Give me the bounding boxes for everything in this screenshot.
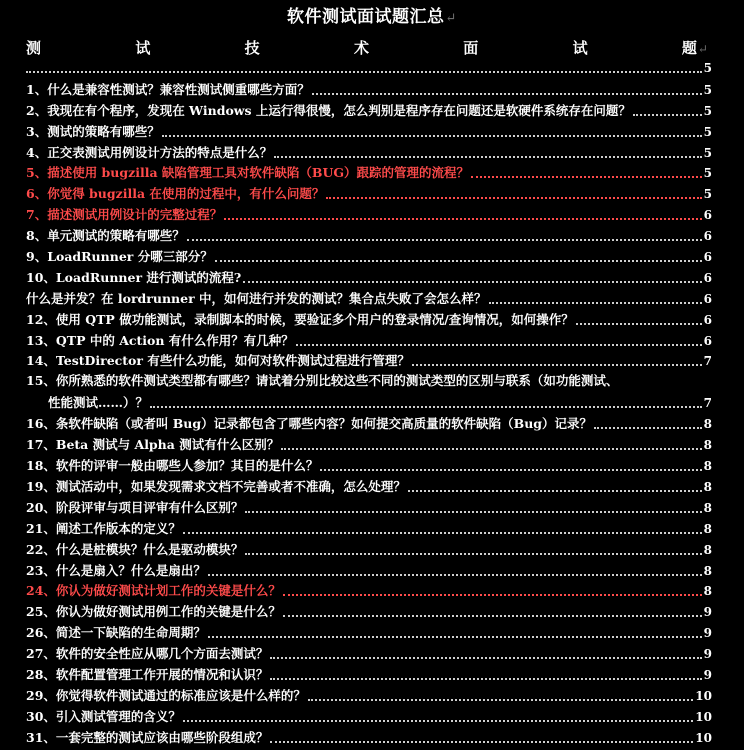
toc-entry-text: 12、使用 QTP 做功能测试，录制脚本的时候，要验证多个用户的登录情况/查询情况，如何操作？ bbox=[26, 311, 574, 327]
toc-entry-text: 25、你认为做好测试用例工作的关键是什么？ bbox=[26, 604, 281, 620]
toc-entry-text: 28、软件配置管理工作开展的情况和认识？ bbox=[26, 667, 269, 683]
leader-dots bbox=[270, 678, 701, 680]
toc-entry[interactable] bbox=[26, 685, 712, 706]
toc-entry-page: 6 bbox=[703, 250, 712, 265]
paragraph-mark-icon: ↵ bbox=[697, 42, 708, 56]
toc-entry-page: 5 bbox=[703, 82, 712, 97]
leader-dots bbox=[320, 469, 701, 471]
toc-entry-text: 20、阶段评审与项目评审有什么区别？ bbox=[26, 499, 244, 515]
toc-entry[interactable] bbox=[26, 560, 712, 581]
toc-entry-page: 9 bbox=[703, 668, 712, 683]
toc-entry-page: 5 bbox=[703, 166, 712, 181]
toc-entry[interactable] bbox=[26, 288, 712, 309]
toc-entry-text: 30、引入测试管理的含义？ bbox=[26, 708, 181, 724]
toc-entry[interactable] bbox=[26, 727, 712, 748]
toc-entry-page: 8 bbox=[703, 584, 712, 599]
leader-dots bbox=[281, 448, 701, 450]
document-title-text: 软件测试面试题汇总 bbox=[287, 7, 445, 27]
leader-dots bbox=[274, 156, 701, 158]
toc-entry-page: 8 bbox=[703, 459, 712, 474]
toc-entry[interactable] bbox=[26, 581, 712, 602]
toc-entry-text: 1、什么是兼容性测试？兼容性测试侧重哪些方面？ bbox=[26, 81, 310, 97]
paragraph-mark-icon: ↵ bbox=[445, 11, 457, 26]
leader-dots bbox=[183, 532, 702, 534]
toc-entry[interactable] bbox=[26, 643, 712, 664]
leader-dots bbox=[270, 741, 693, 743]
toc-entry-text: 16、条软件缺陷（或者叫 Bug）记录都包含了哪些内容？如何提交高质量的软件缺陷（Bug）记录？ bbox=[26, 416, 593, 432]
toc-entry-text: 8、单元测试的策略有哪些？ bbox=[26, 228, 185, 244]
leader-dots bbox=[26, 71, 702, 73]
toc-entry-page: 8 bbox=[703, 521, 712, 536]
toc-heading-char: 面 bbox=[463, 39, 479, 57]
toc-entry-text: 21、阐述工作版本的定义？ bbox=[26, 520, 181, 536]
toc-entry-page: 6 bbox=[703, 229, 712, 244]
toc-entry[interactable] bbox=[26, 330, 712, 351]
leader-dots bbox=[283, 594, 702, 596]
toc-entry-text: 22、什么是桩模块？什么是驱动模块？ bbox=[26, 541, 244, 557]
toc-entry-text: 29、你觉得软件测试通过的标准应该是什么样的？ bbox=[26, 687, 306, 703]
toc-heading-char: 试 bbox=[572, 39, 588, 57]
toc-entry[interactable] bbox=[26, 476, 712, 497]
leader-dots bbox=[243, 281, 701, 283]
leader-dots bbox=[412, 364, 702, 366]
toc-entry[interactable] bbox=[26, 183, 712, 204]
toc-entry-page: 8 bbox=[703, 438, 712, 453]
toc-entry-text: 14、TestDirector 有些什么功能，如何对软件测试过程进行管理？ bbox=[26, 353, 410, 369]
toc-entry-text: 5、描述使用 bugzilla 缺陷管理工具对软件缺陷（BUG）跟踪的管理的流程？ bbox=[26, 165, 470, 181]
toc-entry[interactable] bbox=[26, 455, 712, 476]
toc-list bbox=[26, 79, 712, 748]
toc-entry-text: 19、测试活动中，如果发现需求文档不完善或者不准确，怎么处理？ bbox=[26, 479, 406, 495]
toc-heading-page: 5 bbox=[703, 61, 712, 75]
toc-entry-page: 6 bbox=[703, 270, 712, 285]
leader-dots bbox=[308, 699, 693, 701]
leader-dots bbox=[187, 239, 702, 241]
toc-entry[interactable] bbox=[26, 601, 712, 622]
toc-entry-text: 3、测试的策略有哪些？ bbox=[26, 123, 160, 139]
toc-entry[interactable] bbox=[26, 351, 712, 372]
toc-entry[interactable] bbox=[26, 79, 712, 100]
leader-dots bbox=[270, 657, 701, 659]
leader-dots bbox=[150, 406, 702, 408]
toc-entry-text: 6、你觉得 bugzilla 在使用的过程中，有什么问题？ bbox=[26, 186, 325, 202]
toc-entry[interactable] bbox=[26, 413, 712, 434]
toc-entry[interactable] bbox=[26, 434, 712, 455]
toc-entry-page: 8 bbox=[703, 500, 712, 515]
toc-entry[interactable] bbox=[26, 163, 712, 184]
leader-dots bbox=[489, 302, 702, 304]
toc-entry-page: 5 bbox=[703, 187, 712, 202]
toc-entry-text: 10、LoadRunner 进行测试的流程? bbox=[26, 269, 242, 285]
leader-dots bbox=[245, 511, 701, 513]
leader-dots bbox=[633, 114, 702, 116]
toc-entry-continuation bbox=[26, 392, 712, 413]
toc-heading-leader bbox=[26, 58, 712, 78]
toc-entry-page: 6 bbox=[703, 312, 712, 327]
toc-heading-char: 试 bbox=[135, 39, 151, 57]
toc-entry[interactable] bbox=[26, 622, 712, 643]
leader-dots bbox=[245, 553, 701, 555]
toc-entry-page: 8 bbox=[703, 417, 712, 432]
toc-heading bbox=[26, 38, 708, 59]
toc-entry[interactable] bbox=[26, 706, 712, 727]
toc-entry[interactable] bbox=[26, 664, 712, 685]
leader-dots bbox=[215, 260, 702, 262]
toc-entry-page: 8 bbox=[703, 563, 712, 578]
toc-entry-text: 什么是并发？在 lordrunner 中，如何进行并发的测试？集合点失败了会怎么样？ bbox=[26, 290, 487, 306]
toc-entry-text: 24、你认为做好测试计划工作的关键是什么？ bbox=[26, 583, 281, 599]
toc-entry-page: 8 bbox=[703, 480, 712, 495]
toc-entry[interactable] bbox=[26, 142, 712, 163]
leader-dots bbox=[296, 344, 702, 346]
leader-dots bbox=[471, 176, 702, 178]
toc-entry-page: 6 bbox=[703, 291, 712, 306]
toc-entry-text: 性能测试……）？ bbox=[48, 395, 149, 411]
toc-entry-page: 5 bbox=[703, 124, 712, 139]
leader-dots bbox=[183, 720, 693, 722]
toc-entry-page: 7 bbox=[703, 396, 712, 411]
toc-entry-page: 5 bbox=[703, 145, 712, 160]
toc-heading-char: 题↵ bbox=[681, 39, 708, 57]
leader-dots bbox=[326, 197, 701, 199]
leader-dots bbox=[224, 218, 701, 220]
toc-entry-text: 31、一套完整的测试应该由哪些阶段组成？ bbox=[26, 729, 269, 745]
toc-heading-char: 技 bbox=[244, 39, 260, 57]
toc-entry[interactable] bbox=[26, 246, 712, 267]
toc-entry[interactable] bbox=[26, 539, 712, 560]
toc-entry-page: 10 bbox=[695, 688, 712, 703]
toc-entry-text: 13、QTP 中的 Action 有什么作用？有几种？ bbox=[26, 332, 294, 348]
leader-dots bbox=[576, 323, 702, 325]
toc-entry-text: 17、Beta 测试与 Alpha 测试有什么区别？ bbox=[26, 437, 280, 453]
toc-entry-page: 10 bbox=[695, 730, 712, 745]
leader-dots bbox=[594, 427, 702, 429]
toc-entry[interactable] bbox=[26, 204, 712, 225]
toc-entry[interactable] bbox=[26, 309, 712, 330]
leader-dots bbox=[408, 490, 702, 492]
toc-entry-page: 9 bbox=[703, 626, 712, 641]
toc-entry[interactable] bbox=[26, 225, 712, 246]
toc-entry-text: 2、我现在有个程序，发现在 Windows 上运行得很慢，怎么判别是程序存在问题还是软硬件系统存在问题？ bbox=[26, 102, 631, 118]
toc-entry[interactable] bbox=[26, 497, 712, 518]
toc-entry-text: 4、正交表测试用例设计方法的特点是什么？ bbox=[26, 144, 273, 160]
leader-dots bbox=[208, 574, 702, 576]
toc-entry-text: 27、软件的安全性应从哪几个方面去测试？ bbox=[26, 646, 269, 662]
toc-entry-text: 7、描述测试用例设计的完整过程？ bbox=[26, 207, 223, 223]
toc-entry[interactable] bbox=[26, 371, 712, 413]
leader-dots bbox=[283, 615, 702, 617]
toc-entry-page: 7 bbox=[703, 354, 712, 369]
toc-entry-page: 10 bbox=[695, 709, 712, 724]
toc-entry-page: 6 bbox=[703, 208, 712, 223]
toc-entry-page: 9 bbox=[703, 605, 712, 620]
toc-entry[interactable] bbox=[26, 518, 712, 539]
toc-entry-page: 5 bbox=[703, 103, 712, 118]
toc-entry-text: 18、软件的评审一般由哪些人参加？其目的是什么？ bbox=[26, 458, 319, 474]
toc-entry-text: 15、你所熟悉的软件测试类型都有哪些？请试着分别比较这些不同的测试类型的区别与联系（如功能测试、 bbox=[26, 373, 619, 389]
toc-entry[interactable] bbox=[26, 100, 712, 121]
document-title bbox=[0, 5, 744, 31]
toc-entry-page: 8 bbox=[703, 542, 712, 557]
leader-dots bbox=[208, 636, 702, 638]
toc-entry-text: 26、简述一下缺陷的生命周期？ bbox=[26, 625, 206, 641]
toc-entry[interactable] bbox=[26, 121, 712, 142]
toc-entry[interactable] bbox=[26, 267, 712, 288]
toc-heading-char: 测 bbox=[26, 39, 42, 57]
toc-entry-page: 9 bbox=[703, 647, 712, 662]
toc-heading-char: 术 bbox=[353, 39, 369, 57]
leader-dots bbox=[312, 93, 702, 95]
toc-entry-text: 23、什么是扇入？什么是扇出？ bbox=[26, 562, 206, 578]
leader-dots bbox=[162, 135, 702, 137]
toc-entry-page: 6 bbox=[703, 333, 712, 348]
toc-entry-text: 9、LoadRunner 分哪三部分？ bbox=[26, 249, 213, 265]
